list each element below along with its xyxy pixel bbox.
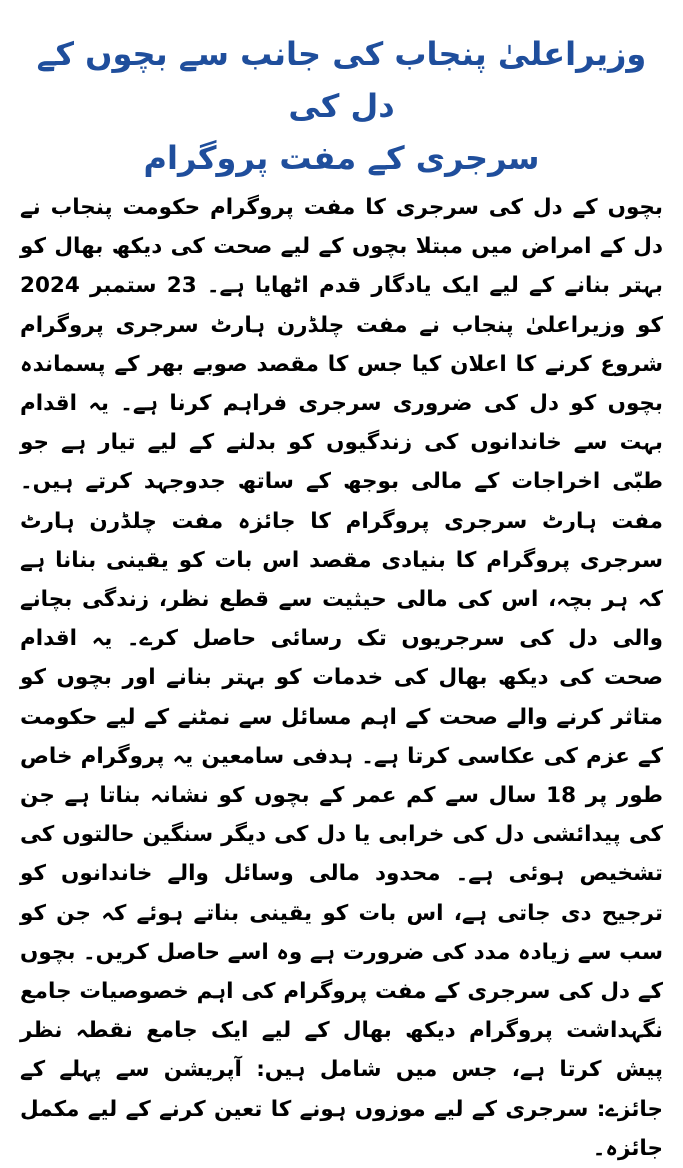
article-title-line-2: سرجری کے مفت پروگرام [143,139,540,177]
article-body: بچوں کے دل کی سرجری کا مفت پروگرام حکومت پنجاب نے دل کے امراض میں مبتلا بچوں کے لیے صحت کی دیکھ بھال کو بہتر بنانے کے لیے ایک یادگار قدم اٹھایا ہے۔ 23 ستمبر 2024 کو وزیراعلیٰ پنجاب نے مفت چلڈرن ہارٹ سرجری پروگرام شروع کرنے کا اعلان کیا جس کا مقصد صوبے بھر کے پسماندہ بچوں کو دل کی ضروری سرجری فراہم کرنا ہے۔ یہ اقدام بہت سے خاندانوں کی زندگیوں کو بدلنے کے لیے تیار ہے جو طبّی اخراجات کے مالی بوجھ کے ساتھ جدوجہد کرتے ہیں۔ مفت ہارٹ سرجری پروگرام کا جائزہ مفت چلڈرن ہارٹ سرجری پروگرام کا بنیادی مقصد اس بات کو یقینی بنانا ہے کہ ہر بچہ، اس کی مالی حیثیت سے قطع نظر، زندگی بچانے والی دل کی سرجریوں تک رسائی حاصل کرے۔ یہ اقدام صحت کی دیکھ بھال کی خدمات کو بہتر بنانے اور بچوں کو متاثر کرنے والے صحت کے اہم مسائل سے نمٹنے کے لیے حکومت کے عزم کی عکاسی کرتا ہے۔ ہدفی سامعین یہ پروگرام خاص طور پر 18 سال سے کم عمر کے بچوں کو نشانہ بناتا ہے جن کی پیدائشی دل کی خرابی یا دل کی دیگر سنگین حالتوں کی تشخیص ہوئی ہے۔ محدود مالی وسائل والے خاندانوں کو ترجیح دی جاتی ہے، اس بات کو یقینی بناتے ہوئے کہ جن کو سب سے زیادہ مدد کی ضرورت ہے وہ اسے حاصل کریں۔ بچوں کے دل کی سرجری کے مفت پروگرام کی اہم خصوصیات جامع نگہداشت پروگرام دیکھ بھال کے لیے ایک جامع نقطہ نظر پیش کرتا ہے، جس میں شامل ہیں: آپریشن سے پہلے کے جائزے: سرجری کے لیے موزوں ہونے کا تعین کرنے کے لیے مکمل جائزہ۔ [20,195,663,1161]
article-title [20,28,663,184]
article-title-line-1: وزیراعلیٰ پنجاب کی جانب سے بچوں کے دل کی [36,35,647,125]
